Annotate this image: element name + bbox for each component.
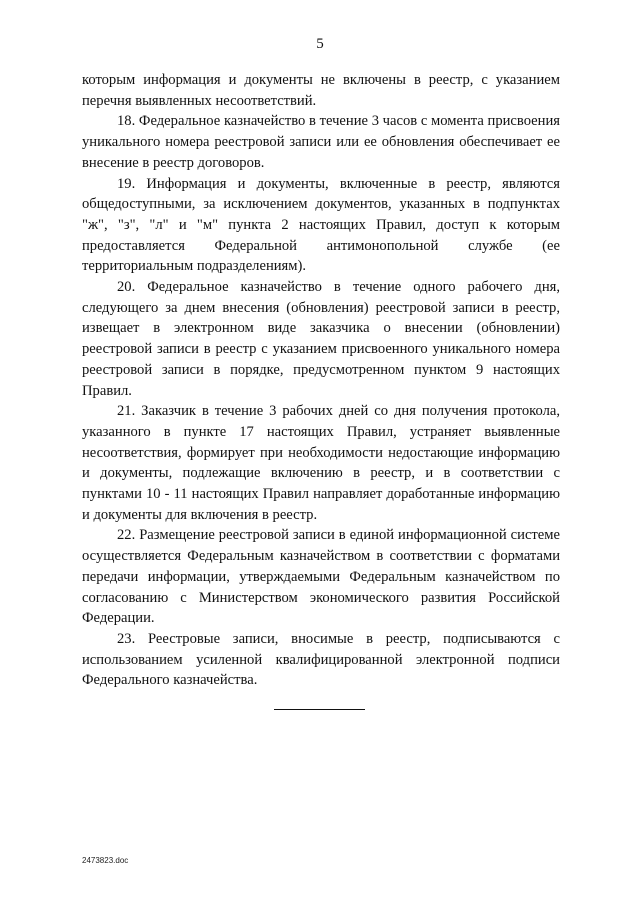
paragraph-item-19: 19. Информация и документы, включенные в реестр, являются общедоступными, за исключением документов, указанных в подпунктах "ж", "з", "л" и "м" пункта 2 настоящих Правил, доступ к которым предоставляется Федеральной антимонопольной службе (ее территориальным подразделениям). bbox=[82, 175, 560, 275]
paragraph-item-21: 21. Заказчик в течение 3 рабочих дней со дня получения протокола, указанного в пункте 17 настоящих Правил, устраняет выявленные несоответствия, формирует при необходимости недостающие информацию и документы, подлежащие включению в реестр, и в соответствии с пунктами 10 - 11 настоящих Правил направляет доработанные информацию и документы для включения в реестр. bbox=[82, 403, 560, 523]
paragraph-item-23: 23. Реестровые записи, вносимые в реестр, подписываются с использованием усиленной квалифицированной электронной подписи Федерального казначейства. bbox=[82, 630, 560, 689]
end-divider bbox=[274, 709, 365, 710]
paragraph-item-20: 20. Федеральное казначейство в течение одного рабочего дня, следующего за днем внесения (обновления) реестровой записи в реестр, извещает в электронном виде заказчика о внесении (обновлении) реестровой записи в реестр с указанием присвоенного уникального номера реестровой записи в порядке, предусмотренном пунктом 9 настоящих Правил. bbox=[82, 279, 560, 399]
document-body bbox=[82, 70, 560, 691]
page-number: 5 bbox=[316, 36, 324, 52]
paragraph-continuation: которым информация и документы не включены в реестр, с указанием перечня выявленных несоответствий. bbox=[82, 72, 560, 109]
paragraph-item-18: 18. Федеральное казначейство в течение 3 часов с момента присвоения уникального номера реестровой записи или ее обновления обеспечивает ее внесение в реестр договоров. bbox=[82, 113, 560, 171]
footer-file-name: 2473823.doc bbox=[82, 856, 129, 865]
paragraph-item-22: 22. Размещение реестровой записи в единой информационной системе осуществляется Федеральным казначейством в соответствии с форматами передачи информации, утверждаемыми Федеральным казначейством по согласованию с Министерством экономического развития Российской Федерации. bbox=[82, 527, 560, 627]
